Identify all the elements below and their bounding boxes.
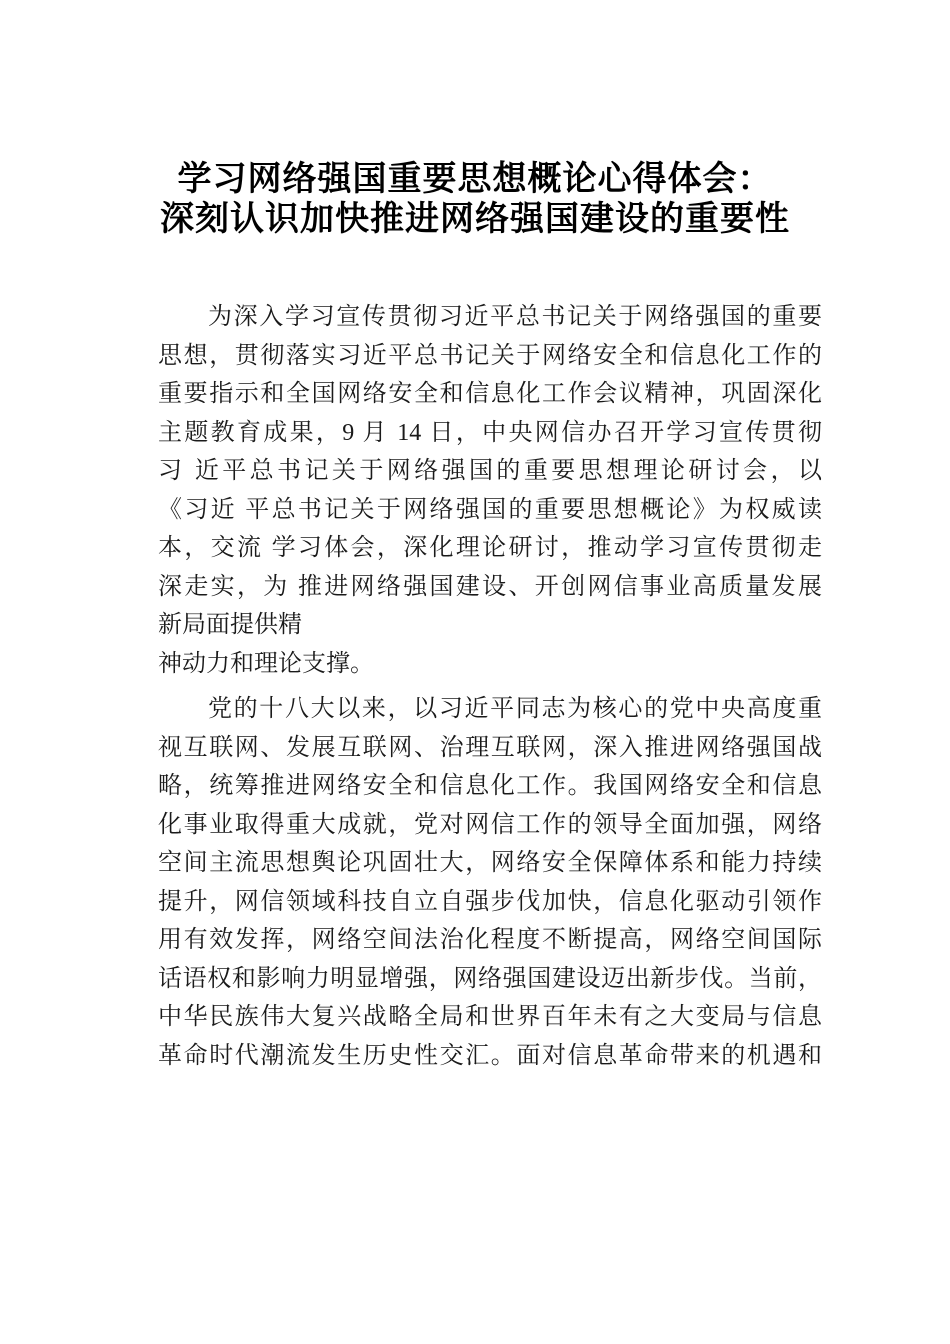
body-line: 神动力和理论支撑。 xyxy=(158,650,374,677)
body-line: 革命时代潮流发生历史性交汇。面对信息革命带来的机遇和 xyxy=(158,1042,822,1069)
body-line: 中华民族伟大复兴战略全局和世界百年未有之大变局与信息 xyxy=(158,1004,822,1030)
body-line: 习 近平总书记关于网络强国的重要思想理论研讨会，以 xyxy=(158,458,822,484)
title-line-2: 深刻认识加快推进网络强国建设的重要性 xyxy=(160,201,790,238)
body-line: 新局面提供精 xyxy=(158,612,302,638)
body-line: 主题教育成果，9 月 14 日，中央网信办召开学习宣传贯彻 xyxy=(158,419,822,446)
body-line: 重要指示和全国网络安全和信息化工作会议精神，巩固深化 xyxy=(158,381,822,407)
paragraph-2 xyxy=(158,690,822,1075)
body-line: 视互联网、发展互联网、治理互联网，深入推进网络强国战 xyxy=(158,734,822,761)
body-line: 思想，贯彻落实习近平总书记关于网络安全和信息化工作的 xyxy=(158,342,822,369)
paragraph-1 xyxy=(158,298,822,683)
body-line: 提升，网信领域科技自立自强步伐加快，信息化驱动引领作 xyxy=(158,888,822,915)
body-line: 话语权和影响力明显增强，网络强国建设迈出新步伐。当前， xyxy=(158,965,822,992)
body-line: 空间主流思想舆论巩固壮大，网络安全保障体系和能力持续 xyxy=(158,850,822,876)
title-line-1: 学习网络强国重要思想概论心得体会： xyxy=(177,161,773,198)
body-line: 《习近 平总书记关于网络强国的重要思想概论》为权威读 xyxy=(158,496,822,523)
body-line: 略，统筹推进网络安全和信息化工作。我国网络安全和信息 xyxy=(158,773,822,799)
document-title xyxy=(0,0,950,240)
body-line: 为深入学习宣传贯彻习近平总书记关于网络强国的重要 xyxy=(208,304,822,330)
body-line: 深走实，为 推进网络强国建设、开创网信事业高质量发展 xyxy=(158,573,822,600)
body-line: 用有效发挥，网络空间法治化程度不断提高，网络空间国际 xyxy=(158,927,822,953)
document-body xyxy=(158,298,822,1075)
body-line: 党的十八大以来，以习近平同志为核心的党中央高度重 xyxy=(208,696,822,722)
body-line: 化事业取得重大成就，党对网信工作的领导全面加强，网络 xyxy=(158,811,822,838)
body-line: 本，交流 学习体会，深化理论研讨，推动学习宣传贯彻走 xyxy=(158,535,822,561)
